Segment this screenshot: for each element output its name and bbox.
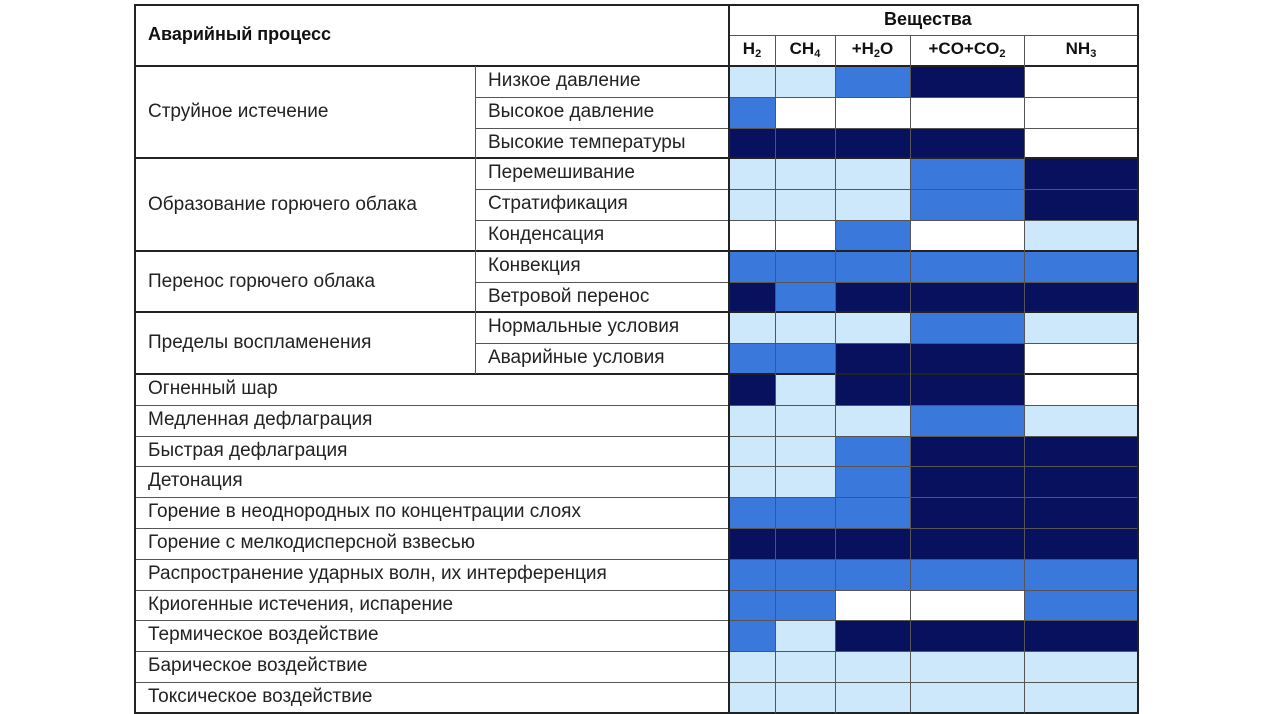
- process-label: Медленная дефлаграция: [148, 408, 373, 430]
- matrix-cell: [775, 466, 835, 497]
- matrix-cell: [910, 343, 1024, 374]
- matrix-cell: [729, 497, 775, 528]
- process-label: Термическое воздействие: [148, 624, 379, 646]
- substance-column-header: $+CO+CO_2$: [928, 39, 1006, 60]
- matrix-cell: [835, 312, 910, 343]
- matrix-cell: [1024, 528, 1138, 559]
- matrix-cell: [729, 559, 775, 590]
- matrix-cell: [835, 436, 910, 467]
- column-divider: [835, 35, 836, 713]
- matrix-cell: [775, 66, 835, 97]
- process-sub-label: Аварийные условия: [488, 347, 665, 369]
- matrix-cell: [835, 158, 910, 189]
- matrix-cell: [729, 405, 775, 436]
- matrix-cell: [729, 436, 775, 467]
- matrix-cell: [835, 405, 910, 436]
- row-divider: [135, 157, 1138, 159]
- matrix-cell: [729, 682, 1138, 713]
- matrix-cell: [1024, 497, 1138, 528]
- matrix-cell: [910, 158, 1024, 189]
- row-divider: [135, 373, 1138, 375]
- process-sub-label: Ветровой перенос: [488, 285, 650, 307]
- matrix-cell: [729, 620, 775, 651]
- column-divider: [910, 35, 911, 713]
- process-group-label: Струйное истечение: [148, 101, 329, 123]
- matrix-cell: [1024, 189, 1138, 220]
- matrix-cell: [910, 66, 1024, 97]
- process-label: Распространение ударных волн, их интерференция: [148, 562, 607, 584]
- header-divider: [729, 35, 1138, 36]
- process-sub-label: Стратификация: [488, 193, 628, 215]
- matrix-cell: [835, 466, 910, 497]
- process-label: Огненный шар: [148, 378, 278, 399]
- matrix-cell: [775, 497, 835, 528]
- process-sub-label: Перемешивание: [488, 162, 635, 184]
- matrix-cell: [775, 282, 835, 313]
- process-label: Барическое воздействие: [148, 655, 368, 677]
- matrix-cell: [835, 282, 1138, 313]
- matrix-cell: [835, 620, 910, 651]
- matrix-cell: [775, 343, 835, 374]
- matrix-cell: [1024, 128, 1138, 159]
- matrix-cell: [775, 436, 835, 467]
- matrix-cell: [775, 97, 1024, 128]
- row-divider: [135, 466, 1138, 467]
- matrix-cell: [729, 374, 775, 405]
- process-sub-label: Конвекция: [488, 254, 581, 276]
- matrix-cell: [729, 343, 775, 374]
- matrix-cell: [729, 282, 775, 313]
- matrix-cell: [729, 312, 775, 343]
- matrix-cell: [910, 528, 1024, 559]
- process-label: Быстрая дефлаграция: [148, 439, 348, 461]
- matrix-cell: [729, 251, 1138, 282]
- table-right-border: [1137, 4, 1139, 714]
- process-column-header: Аварийный процесс: [148, 24, 331, 44]
- substances-column-header: Вещества: [884, 9, 972, 29]
- matrix-cell: [1024, 620, 1138, 651]
- matrix-cell: [1024, 559, 1138, 590]
- matrix-cell: [1024, 343, 1138, 374]
- process-group-label: Пределы воспламенения: [148, 332, 372, 354]
- process-label: Горение с мелкодисперсной взвесью: [148, 532, 475, 553]
- matrix-cell: [775, 405, 835, 436]
- sublabel-divider: [475, 66, 476, 158]
- matrix-cell: [1024, 374, 1138, 405]
- process-sub-label: Высокое давление: [488, 100, 655, 122]
- sublabel-divider: [475, 251, 476, 313]
- matrix-cell: [835, 343, 910, 374]
- matrix-cell: [910, 220, 1024, 251]
- matrix-cell: [835, 220, 910, 251]
- process-label: Детонация: [148, 470, 243, 492]
- matrix-cell: [729, 66, 775, 97]
- matrix-cell: [729, 651, 1138, 682]
- matrix-cell: [910, 374, 1024, 405]
- matrix-cell: [910, 312, 1024, 343]
- process-substance-divider: [728, 4, 730, 714]
- process-sub-label: Высокие температуры: [488, 131, 686, 153]
- matrix-cell: [1024, 466, 1138, 497]
- process-label: Токсическое воздействие: [148, 686, 373, 707]
- table-top-border: [135, 4, 1138, 6]
- process-sub-label: Конденсация: [488, 224, 605, 245]
- matrix-cell: [1024, 97, 1138, 128]
- matrix-cell: [729, 158, 775, 189]
- matrix-cell: [729, 590, 775, 621]
- matrix-cell: [1024, 312, 1138, 343]
- matrix-cell: [775, 528, 835, 559]
- matrix-cell: [729, 189, 775, 220]
- process-sub-label: Нормальные условия: [488, 316, 680, 338]
- substance-column-header: $CH_4$: [789, 39, 821, 60]
- matrix-cell: [1024, 158, 1138, 189]
- process-label: Криогенные истечения, испарение: [148, 593, 454, 615]
- matrix-cell: [910, 436, 1024, 467]
- matrix-cell: [1024, 405, 1138, 436]
- row-divider: [135, 712, 1138, 714]
- matrix-cell: [910, 559, 1024, 590]
- matrix-cell: [835, 559, 910, 590]
- matrix-cell: [835, 66, 910, 97]
- matrix-cell: [910, 189, 1024, 220]
- process-label: Горение в неоднородных по концентрации слоях: [148, 501, 581, 523]
- matrix-cell: [1024, 436, 1138, 467]
- matrix-cell: [729, 220, 835, 251]
- substance-column-header: $+H_2O$: [851, 39, 894, 60]
- sublabel-divider: [475, 312, 476, 374]
- matrix-cell: [1024, 590, 1138, 621]
- matrix-cell: [729, 528, 775, 559]
- matrix-cell: [835, 497, 910, 528]
- matrix-cell: [775, 189, 835, 220]
- process-group-label: Перенос горючего облака: [148, 270, 376, 292]
- sublabel-divider: [475, 158, 476, 250]
- substance-column-header: $H_2$: [742, 39, 762, 60]
- matrix-cell: [910, 405, 1024, 436]
- matrix-cell: [775, 312, 835, 343]
- matrix-cell: [775, 620, 835, 651]
- column-divider: [1024, 35, 1025, 713]
- matrix-cell: [835, 528, 910, 559]
- table-left-border: [134, 4, 136, 714]
- matrix-cell: [775, 559, 835, 590]
- substance-column-header: $NH_3$: [1065, 39, 1097, 60]
- matrix-cell: [910, 497, 1024, 528]
- matrix-cell: [729, 466, 775, 497]
- matrix-cell: [910, 466, 1024, 497]
- matrix-cell: [775, 590, 835, 621]
- matrix-cell: [835, 590, 1024, 621]
- matrix-cell: [1024, 66, 1138, 97]
- process-sub-label: Низкое давление: [488, 70, 641, 91]
- process-group-label: Образование горючего облака: [148, 193, 417, 215]
- matrix-cell: [1024, 220, 1138, 251]
- matrix-cell: [775, 374, 835, 405]
- matrix-cell: [835, 189, 910, 220]
- matrix-cell: [775, 158, 835, 189]
- matrix-cell: [910, 620, 1024, 651]
- matrix-cell: [835, 374, 910, 405]
- matrix-cell: [729, 97, 775, 128]
- row-divider: [135, 250, 1138, 252]
- column-divider: [775, 35, 776, 713]
- matrix-cell: [729, 128, 1024, 159]
